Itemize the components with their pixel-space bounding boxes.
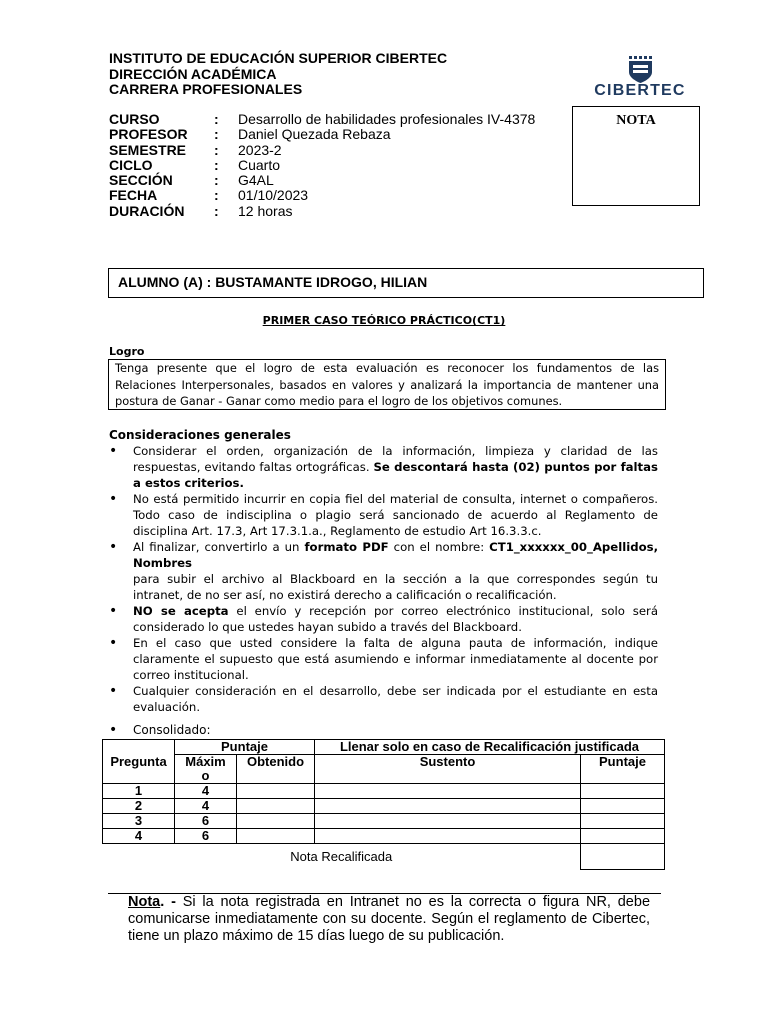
student-name: ALUMNO (A) : BUSTAMANTE IDROGO, HILIAN xyxy=(108,268,704,298)
info-key: DURACIÓN xyxy=(109,202,185,219)
recal-score-cell xyxy=(581,799,665,814)
info-value: Desarrollo de habilidades profesionales IV-4378 xyxy=(238,111,536,127)
list-item xyxy=(109,491,658,539)
academic-direction: DIRECCIÓN ACADÉMICA xyxy=(109,65,277,82)
question-number: 3 xyxy=(103,814,175,829)
info-row xyxy=(109,143,535,158)
consolidado-text: Consolidado: xyxy=(133,723,211,737)
list-item xyxy=(109,683,658,715)
info-row xyxy=(109,204,535,219)
bullet-bold: formato PDF xyxy=(304,540,389,554)
info-row xyxy=(109,188,535,203)
info-value: 2023-2 xyxy=(238,141,282,158)
obtained-cell xyxy=(237,829,315,844)
list-item xyxy=(109,635,658,683)
footer-note-dash: . - xyxy=(160,894,176,910)
max-score: 4 xyxy=(175,799,237,814)
bullet-text: Cualquier consideración en el desarrollo, debe ser indicada por el estudiante en esta evaluación. xyxy=(133,684,658,714)
max-score: 6 xyxy=(175,829,237,844)
info-key: SECCIÓN xyxy=(109,172,173,189)
bullet-text: con el nombre: xyxy=(388,540,490,554)
obtained-cell xyxy=(237,814,315,829)
grade-box-label: NOTA xyxy=(616,113,656,128)
info-row xyxy=(109,173,535,188)
info-value: 12 horas xyxy=(238,202,293,219)
bullet-text: el envío y recepción por correo electrónico institucional, solo será considerado lo que ustedes hayan subido a través del Blackboard. xyxy=(133,604,658,634)
info-key: FECHA xyxy=(109,187,158,204)
header-obtenido: Obtenido xyxy=(237,755,315,784)
header-pregunta xyxy=(103,740,175,784)
sustento-cell xyxy=(315,829,581,844)
header-recalificacion: Llenar solo en caso de Recalificación justificada xyxy=(315,740,665,755)
sustento-cell xyxy=(315,784,581,799)
list-item xyxy=(109,443,658,491)
table-row xyxy=(103,784,665,799)
grade-box xyxy=(572,106,700,206)
table-row xyxy=(103,814,665,829)
cibertec-logo xyxy=(588,55,692,101)
max-score: 4 xyxy=(175,784,237,799)
info-value: 01/10/2023 xyxy=(238,187,309,204)
recal-score-cell xyxy=(581,814,665,829)
career-name: CARRERA PROFESIONALES xyxy=(109,81,303,97)
logro-label: Logro xyxy=(109,345,145,358)
max-score: 6 xyxy=(175,814,237,829)
obtained-cell xyxy=(237,799,315,814)
info-key: SEMESTRE xyxy=(109,141,187,158)
footer-note xyxy=(128,894,650,945)
nota-recalificada-cell xyxy=(581,844,665,870)
recal-score-cell xyxy=(581,829,665,844)
list-item xyxy=(109,539,658,603)
info-row xyxy=(109,112,535,127)
bullet-bold: CT1_xxxxxx_00_Apellidos, Nombres xyxy=(133,540,659,570)
question-number: 4 xyxy=(103,829,175,844)
shield-icon xyxy=(588,55,692,85)
header-sustento: Sustento xyxy=(315,755,581,784)
info-sep: : xyxy=(214,126,219,143)
info-row xyxy=(109,158,535,173)
info-value: Cuarto xyxy=(238,156,281,173)
exam-title: PRIMER CASO TEÓRICO PRÁCTICO(CT1) xyxy=(262,314,506,327)
logo-text: CIBERTEC xyxy=(594,82,686,99)
footer-note-text: Si la nota registrada en Intranet no es la correcta o figura NR, debe comunicarse inmediatamente con su docente. Según el reglamento de Cibertec, tiene un plazo máximo de 15 días luego de su publicación. xyxy=(128,894,651,944)
obtained-cell xyxy=(237,784,315,799)
bullet-text: En el caso que usted considere la falta de alguna pauta de información, indique claramente el supuesto que está asumiendo e informar inmediatamente al docente por correo institucional. xyxy=(133,636,658,682)
info-value: Daniel Quezada Rebaza xyxy=(238,126,391,143)
bullet-text: Al finalizar, convertirlo a un xyxy=(133,540,305,554)
considerations-title: Consideraciones generales xyxy=(109,428,291,442)
info-sep: : xyxy=(214,156,219,173)
info-value: G4AL xyxy=(238,172,274,189)
bullet-text: para subir el archivo al Blackboard en la sección a la que correspondes según tu intranet, de no ser así, no existirá derecho a calificación o recalificación. xyxy=(133,572,658,602)
info-key: CICLO xyxy=(109,156,153,173)
table-row xyxy=(103,829,665,844)
grades-table xyxy=(102,739,665,870)
recal-score-cell xyxy=(581,784,665,799)
footer-note-label: Nota xyxy=(128,894,161,910)
logro-text: Tenga presente que el logro de esta evaluación es reconocer los fundamentos de las Relaciones Interpersonales, basados en valores y analizará la importancia de mantener una postura de Ganar - Ganar como medio para el logro de los objetivos comunes. xyxy=(108,359,666,410)
info-row xyxy=(109,127,535,142)
bullet-text: Considerar el orden, organización de la información, limpieza y claridad de las respuestas, evitando faltas ortográficas. xyxy=(133,444,658,474)
bullet-bold: Se descontará hasta (02) puntos por faltas a estos criterios. xyxy=(133,460,658,490)
info-key: PROFESOR xyxy=(109,126,188,143)
header-maximo xyxy=(175,755,237,784)
info-sep: : xyxy=(214,202,219,219)
institution-name: INSTITUTO DE EDUCACIÓN SUPERIOR CIBERTEC xyxy=(109,50,448,66)
nota-recalificada-label-cell xyxy=(103,844,581,870)
info-sep: : xyxy=(214,141,219,158)
info-sep: : xyxy=(214,187,219,204)
list-item xyxy=(109,603,658,635)
consolidado-label: • Consolidado: xyxy=(109,722,211,738)
header-puntaje-recal: Puntaje xyxy=(581,755,665,784)
bullet-bold: NO se acepta xyxy=(133,604,229,618)
nota-recalificada-label: Nota Recalificada xyxy=(290,849,393,864)
question-number: 1 xyxy=(103,784,175,799)
header-puntaje: Puntaje xyxy=(175,740,315,755)
header-maximo-text: Máximo xyxy=(185,754,226,783)
info-key: CURSO xyxy=(109,111,160,127)
course-info xyxy=(109,112,535,219)
sustento-cell xyxy=(315,814,581,829)
info-sep: : xyxy=(214,111,219,127)
header-pregunta-text: Pregunta xyxy=(110,753,167,769)
bullet-text: No está permitido incurrir en copia fiel del material de consulta, internet o compañeros. Todo caso de indisciplina o plagio será sancionado de acuerdo al Reglamento de disciplina Art. 17.3, Art 17.3.1.a., Reglamento de estudio Art 16.3.3.c. xyxy=(133,492,658,538)
table-row xyxy=(103,799,665,814)
considerations-list xyxy=(109,443,658,715)
sustento-cell xyxy=(315,799,581,814)
info-sep: : xyxy=(214,172,219,189)
institution-header xyxy=(109,51,447,98)
question-number: 2 xyxy=(103,799,175,814)
